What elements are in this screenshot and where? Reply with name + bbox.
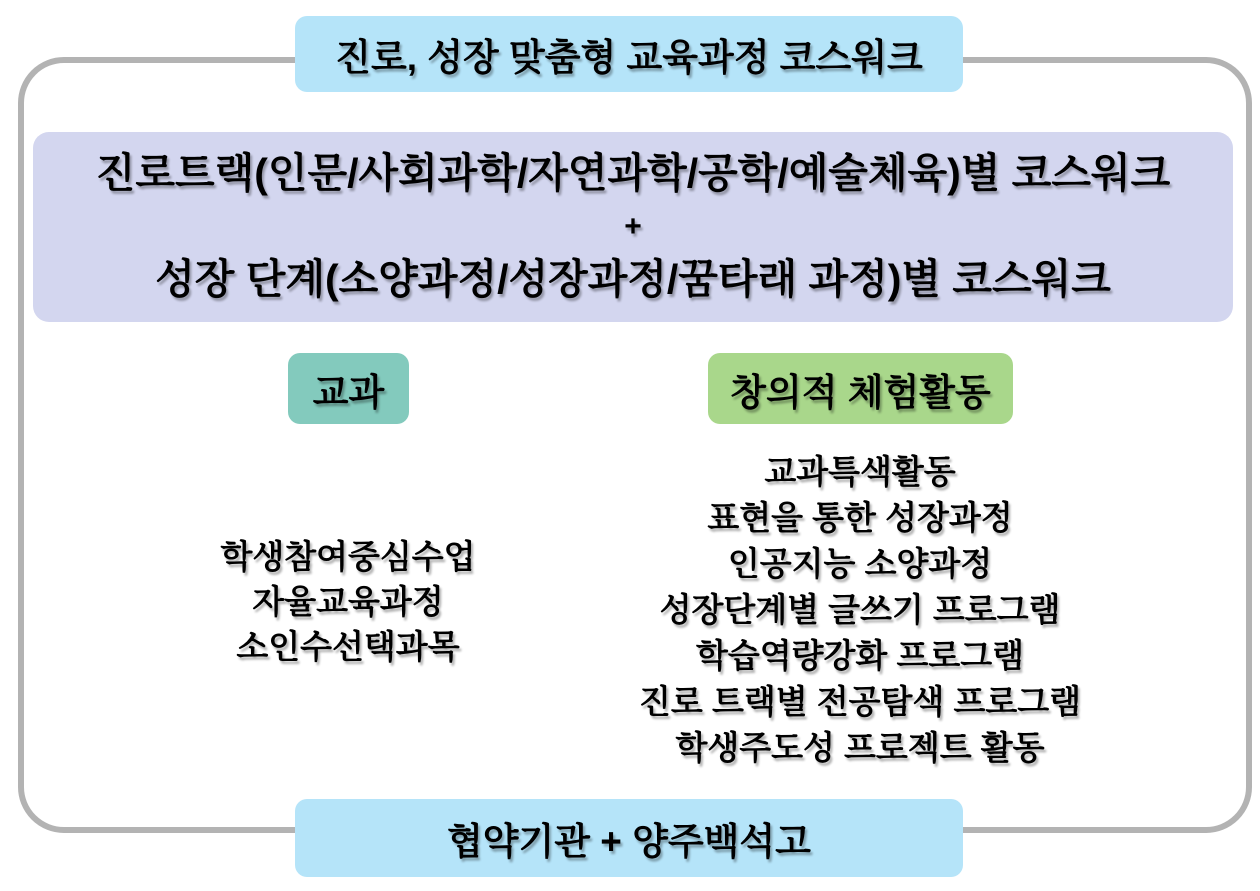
coursework-growth-line: 성장 단계(소양과정/성장과정/꿈타래 과정)별 코스워크 [155, 256, 1111, 303]
list-item: 자율교육과정 [252, 583, 444, 620]
top-banner [295, 16, 963, 92]
list-item: 성장단계별 글쓰기 프로그램 [659, 591, 1061, 628]
subject-header-label: 교과 [312, 371, 385, 413]
coursework-track-line: 진로트랙(인문/사회과학/자연과학/공학/예술체육)별 코스워크 [95, 150, 1171, 197]
subject-item-list [98, 534, 598, 669]
list-item: 학습역량강화 프로그램 [696, 637, 1024, 674]
bottom-banner-label: 협약기관 + 양주백석고 [447, 821, 811, 862]
creative-header-chip [708, 353, 1013, 424]
list-item: 진로 트랙별 전공탐색 프로그램 [639, 683, 1081, 720]
list-item: 인공지능 소양과정 [727, 545, 993, 582]
list-item: 교과특색활동 [764, 453, 956, 490]
list-item: 표현을 통한 성장과정 [707, 499, 1013, 536]
coursework-box [33, 132, 1233, 322]
bottom-banner [295, 799, 963, 877]
list-item: 소인수선택과목 [236, 628, 460, 665]
top-banner-label: 진로, 성장 맞춤형 교육과정 코스워크 [335, 37, 923, 78]
subject-header-chip [288, 353, 409, 424]
plus-sign: + [624, 210, 642, 243]
list-item: 학생주도성 프로젝트 활동 [675, 729, 1045, 766]
list-item: 학생참여중심수업 [220, 538, 476, 575]
creative-header-label: 창의적 체험활동 [730, 371, 991, 413]
creative-item-list [610, 449, 1110, 771]
